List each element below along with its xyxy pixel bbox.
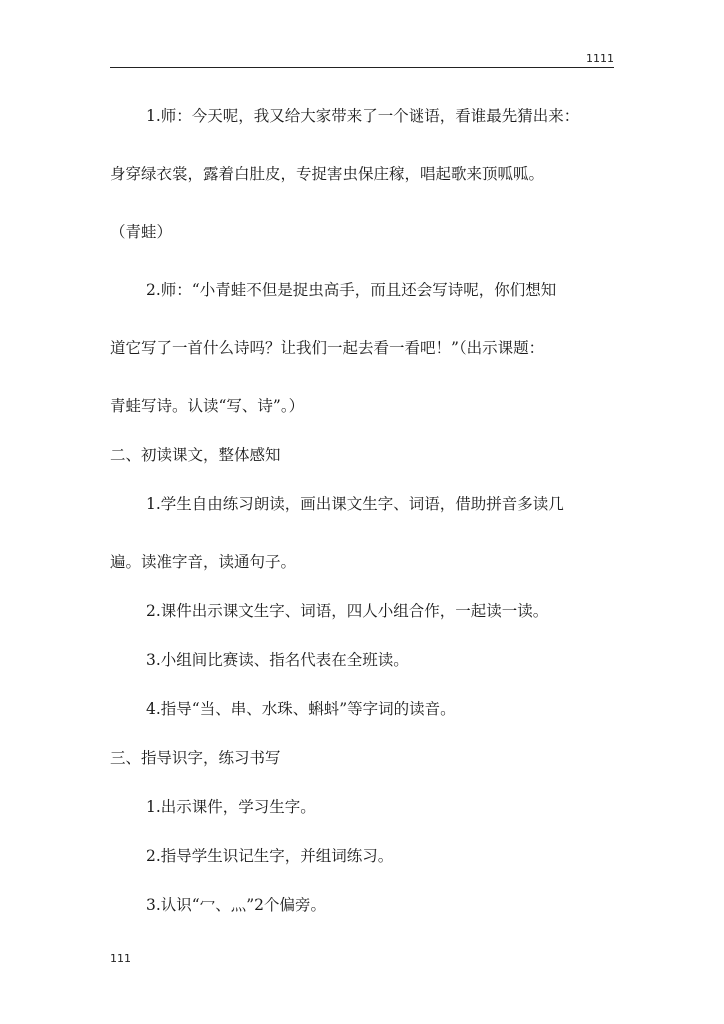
list-item: 3.认识“冖、灬”2个偏旁。 — [146, 896, 326, 914]
paragraph-line: 青蛙写诗。认读“写、诗”。） — [110, 397, 305, 415]
list-item: 4.指导“当、串、水珠、蝌蚪”等字词的读音。 — [146, 700, 456, 718]
list-item: 1.学生自由练习朗读，画出课文生字、词语，借助拼音多读几 — [146, 495, 564, 513]
section-heading: 三、指导识字，练习书写 — [110, 749, 281, 767]
paragraph-line: 道它写了一首什么诗吗？让我们一起去看一看吧！”（出示课题： — [110, 339, 545, 357]
list-item: 1.出示课件，学习生字。 — [146, 798, 316, 816]
section-heading: 二、初读课文，整体感知 — [110, 446, 281, 464]
paragraph-line: 1.师：今天呢，我又给大家带来了一个谜语，看谁最先猜出来： — [146, 107, 580, 125]
footer-page-number: 111 — [110, 952, 131, 965]
paragraph-line: 身穿绿衣裳，露着白肚皮，专捉害虫保庄稼，唱起歌来顶呱呱。 — [110, 165, 545, 183]
list-item: 2.课件出示课文生字、词语，四人小组合作，一起读一读。 — [146, 602, 549, 620]
paragraph-line: 2.师：“小青蛙不但是捉虫高手，而且还会写诗呢，你们想知 — [146, 281, 557, 299]
list-item-continued: 遍。读准字音，读通句子。 — [110, 553, 297, 571]
list-item: 3.小组间比赛读、指名代表在全班读。 — [146, 651, 409, 669]
list-item: 2.指导学生识记生字，并组词练习。 — [146, 847, 394, 865]
document-body — [110, 104, 620, 917]
header-rule — [110, 67, 614, 68]
header-page-number: 1111 — [586, 52, 614, 65]
riddle-answer: （青蛙） — [110, 223, 173, 241]
